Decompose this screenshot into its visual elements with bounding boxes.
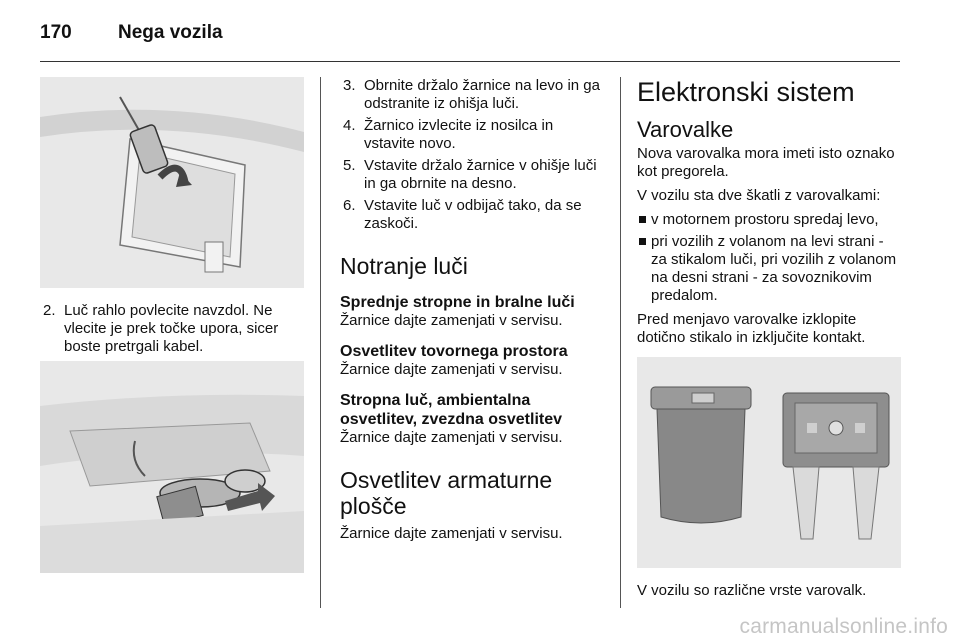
step-number: 6. [343, 197, 356, 214]
header-rule [40, 61, 900, 62]
page-title: Nega vozila [118, 22, 223, 43]
column-left [40, 77, 304, 573]
paragraph: V vozilu sta dve škatli z varovalkami: [637, 187, 881, 204]
step-number: 3. [343, 77, 356, 94]
step-number: 5. [343, 157, 356, 174]
list-item [40, 302, 304, 356]
column-divider-right [620, 77, 621, 608]
paragraph: Žarnice dajte zamenjati v servisu. [340, 429, 563, 446]
step-text: Luč rahlo povlecite navzdol. Ne vlecite je prek točke upora, sicer boste pretrgali kabel. [64, 302, 279, 355]
step-text: Vstavite luč v odbijač tako, da se zaskoči. [364, 197, 582, 232]
paragraph: Nova varovalka mora imeti isto oznako kot pregorela. [637, 145, 895, 180]
page-header [40, 22, 223, 44]
bullet-text: pri vozilih z volanom na levi strani - za stikalom luči, pri vozilih z volanom na desni strani - za sovoznikovim predalom. [651, 233, 897, 304]
page-number: 170 [40, 22, 72, 43]
bullet-list [637, 211, 901, 305]
step-text: Vstavite držalo žarnice v ohišje luči in ga obrnite na desno. [364, 157, 597, 192]
column-right [637, 77, 901, 606]
bullet-text: v motornem prostoru spredaj levo, [651, 211, 879, 228]
steps-list [340, 77, 604, 233]
paragraph: Pred menjavo varovalke izklopite dotično stikalo in izključite kontakt. [637, 311, 866, 346]
section-heading-instrument-lights: Osvetlitev armaturne plošče [340, 467, 553, 519]
watermark: carmanualsonline.info [739, 615, 948, 638]
list-item [637, 233, 901, 305]
figure-caption: V vozilu so različne vrste varovalk. [637, 582, 867, 599]
bullet-square-icon [639, 216, 646, 223]
step-text: Obrnite držalo žarnice na levo in ga odstranite iz ohišja luči. [364, 77, 600, 112]
paragraph: Žarnice dajte zamenjati v servisu. [340, 361, 563, 378]
section-heading-interior-lights: Notranje luči [340, 253, 468, 279]
list-item [340, 197, 604, 233]
subheading-cargo-light: Osvetlitev tovornega prostora [340, 343, 568, 360]
list-item [340, 77, 604, 113]
license-lamp-removal-illustration [40, 77, 304, 288]
paragraph: Žarnice dajte zamenjati v servisu. [340, 525, 563, 542]
steps-list-left [40, 302, 304, 356]
section-heading-electronic-system: Elektronski sistem [637, 77, 855, 107]
list-item [340, 117, 604, 153]
column-middle [340, 77, 604, 549]
paragraph: Žarnice dajte zamenjati v servisu. [340, 312, 563, 329]
subheading-front-reading-lights: Sprednje stropne in bralne luči [340, 294, 575, 311]
list-item [637, 211, 901, 229]
subheading-fuses: Varovalke [637, 117, 734, 142]
subheading-ambient-lights: Stropna luč, ambientalna osvetlitev, zvezdna osvetlitev [340, 392, 563, 428]
fuse-types-illustration [637, 357, 901, 568]
step-number: 2. [43, 302, 56, 319]
step-number: 4. [343, 117, 356, 134]
step-text: Žarnico izvlecite iz nosilca in vstavite novo. [364, 117, 554, 152]
column-divider-left [320, 77, 321, 608]
bulb-holder-illustration [40, 361, 304, 573]
list-item [340, 157, 604, 193]
bullet-square-icon [639, 238, 646, 245]
